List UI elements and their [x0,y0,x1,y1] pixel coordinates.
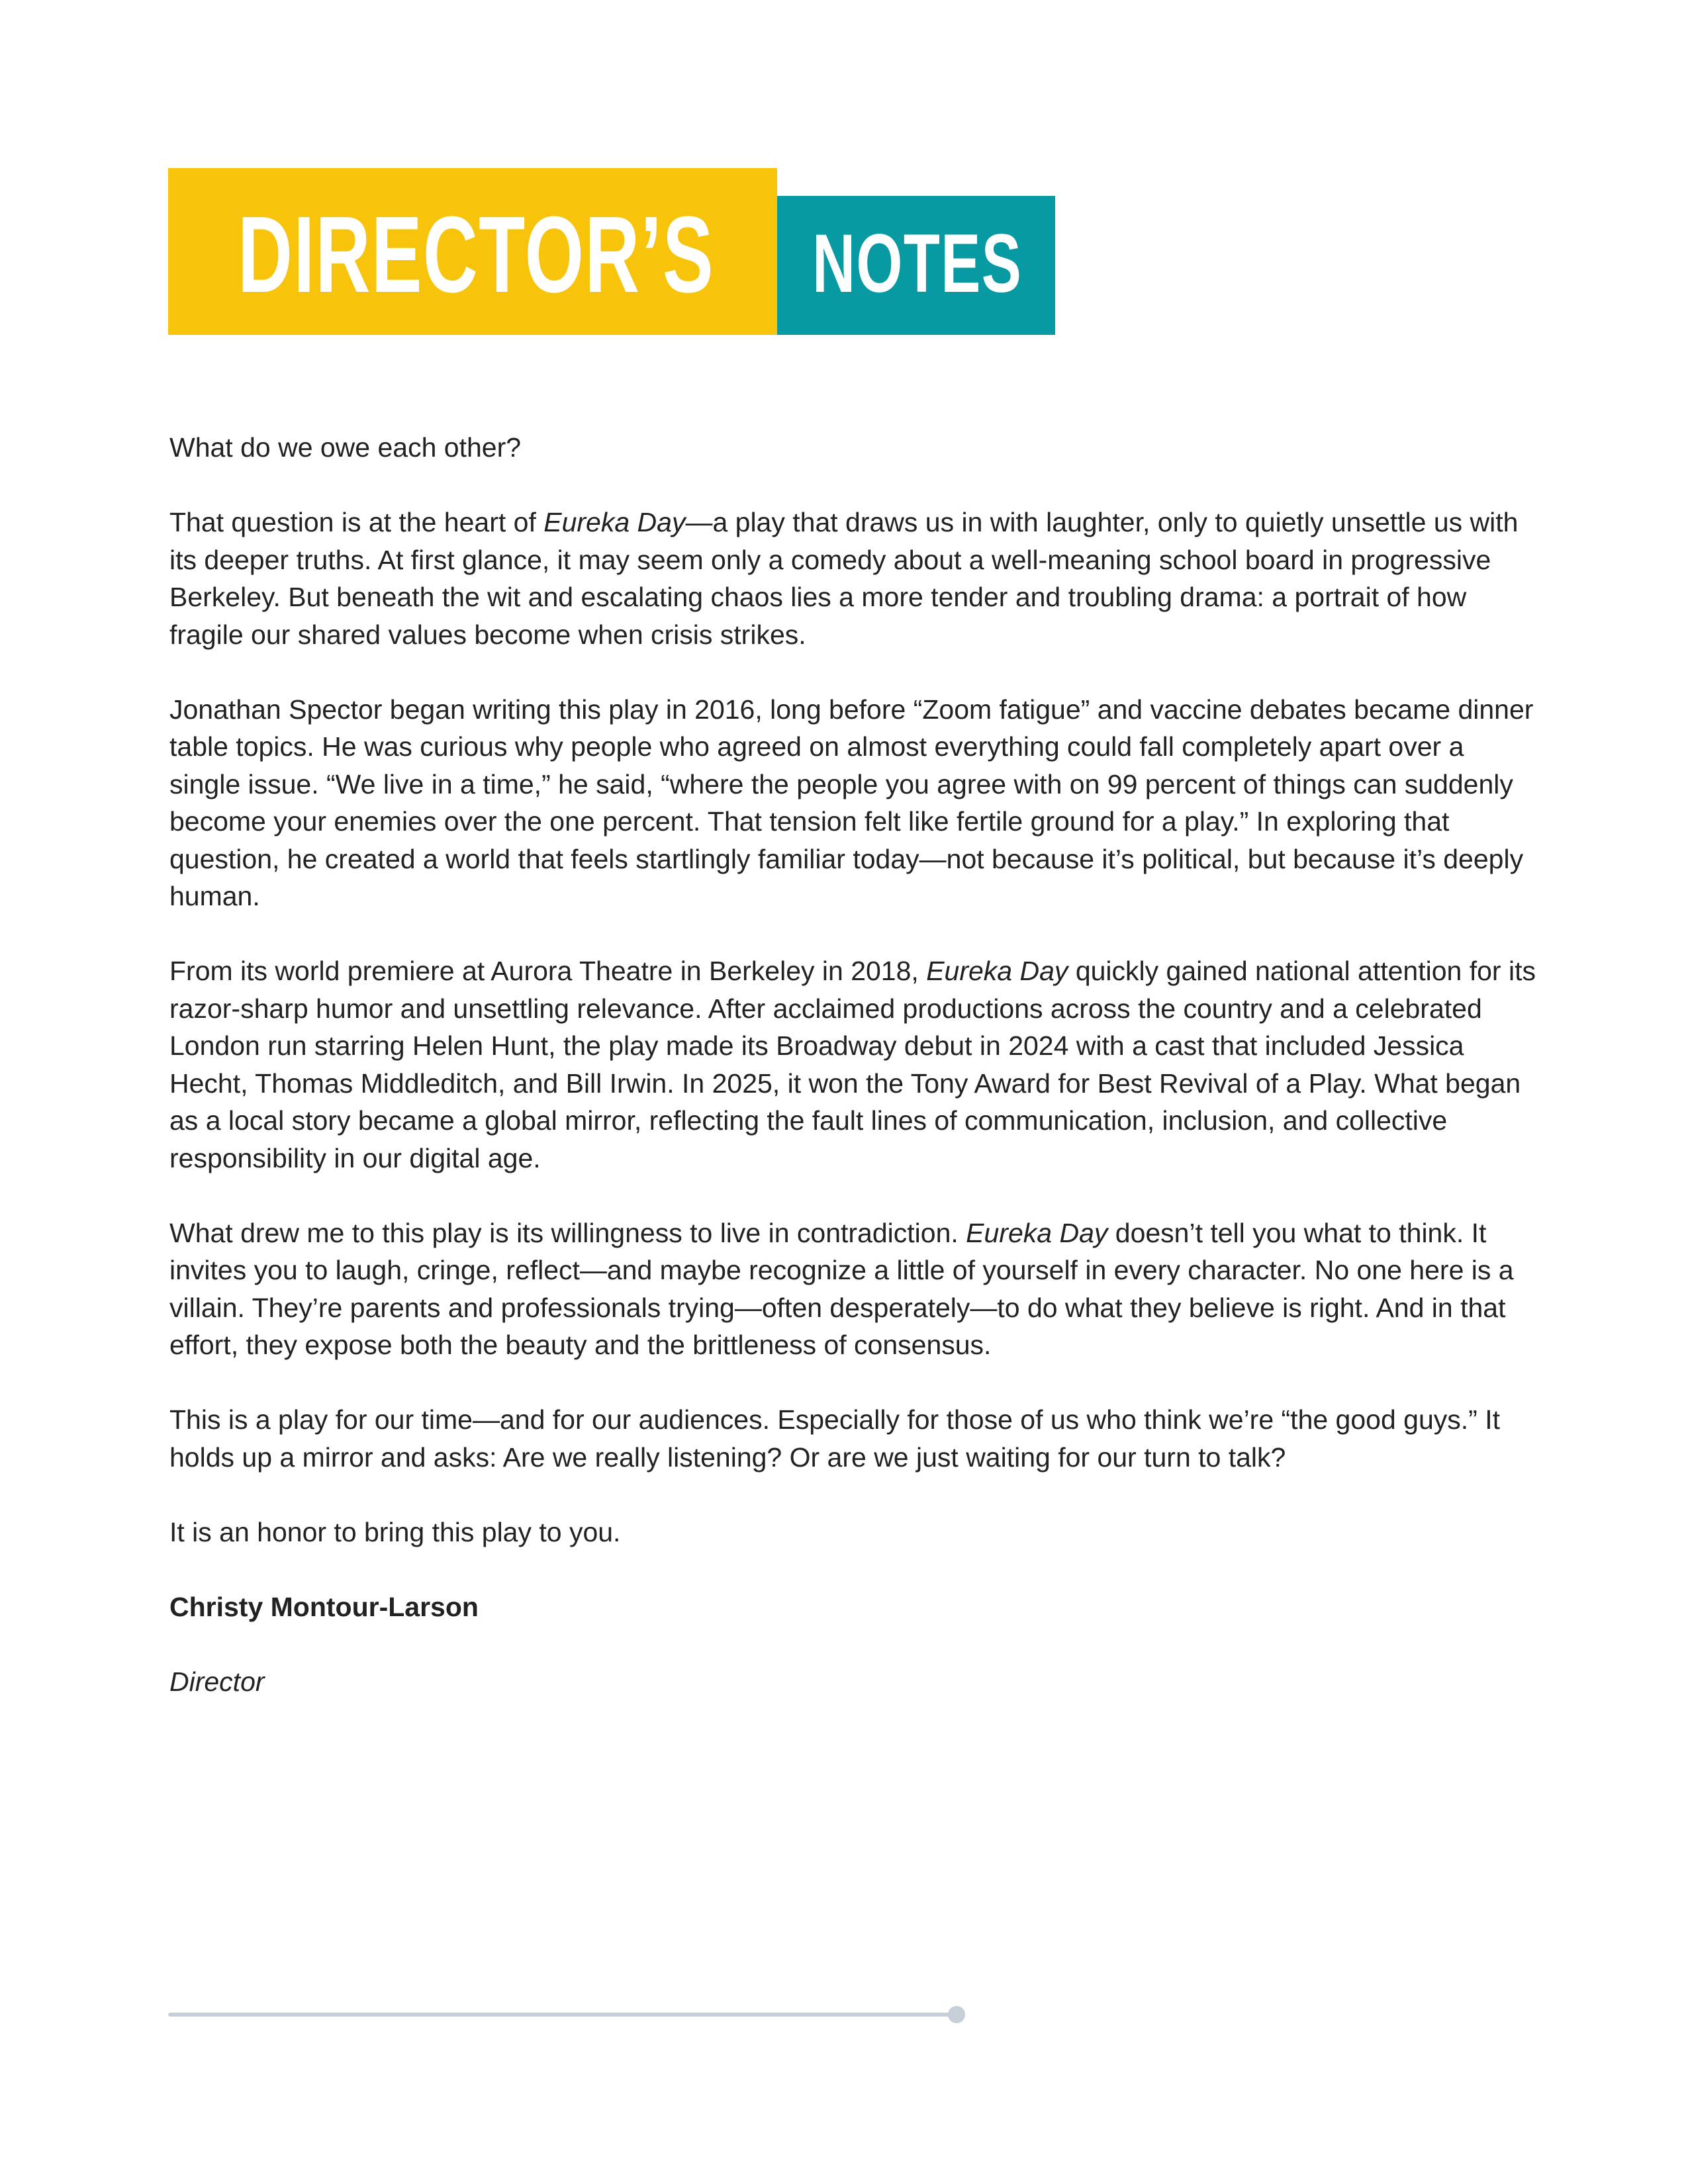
paragraph-5 [169,1214,1540,1364]
paragraph-5-pre: What drew me to this play is its willingness to live in contradiction. [169,1217,966,1248]
paragraph-4 [169,952,1540,1177]
signature-role: Director [169,1666,265,1697]
header-banner [168,168,1055,335]
footer-divider-line [168,2013,956,2017]
play-title: Eureka Day [926,956,1068,986]
play-title: Eureka Day [543,507,686,537]
paragraph-1: What do we owe each other? [169,432,522,463]
article-body [169,429,1540,1738]
paragraph-2 [169,504,1540,653]
header-teal-block [777,196,1055,335]
play-title: Eureka Day [966,1217,1108,1248]
header-title-part1: DIRECTOR’S [238,194,714,315]
paragraph-3: Jonathan Spector began writing this play in 2016, long before “Zoom fatigue” and vaccine debates became dinner table topics. He was curious why people who agreed on almost everything could fall completely apart over a single issue. “We live in a time,” he said, “where the people you agree with on 99 percent of things can suddenly become your enemies over the one percent. That tension felt like fertile ground for a play.” In exploring that question, he created a world that feels startlingly familiar today—not because it’s political, but because it’s deeply human. [169,694,1534,911]
paragraph-2-pre: That question is at the heart of [169,507,544,537]
paragraph-2-post: —a play that draws us in with laughter, only to quietly unsettle us with its deeper truths. At first glance, it may seem only a comedy about a well-meaning school board in progressive Berkeley. But beneath the wit and escalating chaos lies a more tender and troubling drama: a portrait of how fragile our shared values become when crisis strikes. [169,507,1519,650]
paragraph-5-post: doesn’t tell you what to think. It invites you to laugh, cringe, reflect—and maybe recognize a little of yourself in every character. No one here is a villain. They’re parents and professionals trying—often desperately—to do what they believe is right. And in that effort, they expose both the beauty and the brittleness of consensus. [169,1217,1514,1360]
signature-block [169,1588,1540,1701]
header-title-part2: NOTES [812,218,1023,310]
signature-name: Christy Montour-Larson [169,1591,479,1622]
paragraph-7: It is an honor to bring this play to you. [169,1516,621,1547]
paragraph-4-post: quickly gained national attention for its razor-sharp humor and unsettling relevance. After acclaimed productions across the country and a celebrated London run starring Helen Hunt, the play made its Broadway debut in 2024 with a cast that included Jessica Hecht, Thomas Middleditch, and Bill Irwin. In 2025, it won the Tony Award for Best Revival of a Play. What began as a local story became a global mirror, reflecting the fault lines of communication, inclusion, and collective responsibility in our digital age. [169,956,1536,1173]
footer-divider-dot [948,2006,965,2023]
paragraph-4-pre: From its world premiere at Aurora Theatre in Berkeley in 2018, [169,956,927,986]
header-yellow-block [168,168,777,335]
paragraph-6: This is a play for our time—and for our audiences. Especially for those of us who think we’re “the good guys.” It holds up a mirror and asks: Are we really listening? Or are we just waiting for our turn to talk? [169,1404,1500,1473]
